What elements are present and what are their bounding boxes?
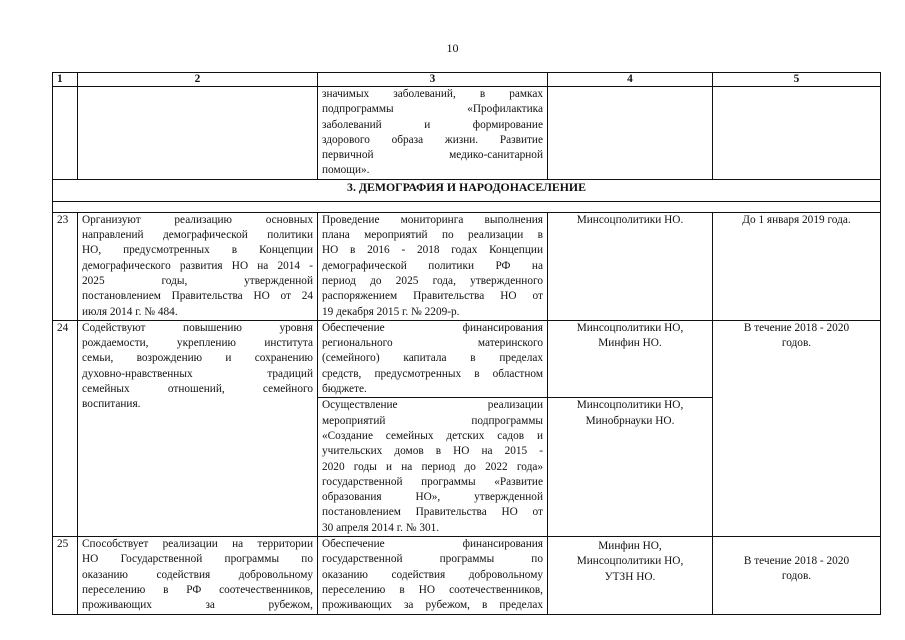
text-line: постановлением Правительства НО от	[322, 506, 543, 519]
text-line: период до 2025 года, утвержденного	[322, 274, 543, 287]
task-cell	[78, 537, 318, 614]
executor-cell	[548, 320, 713, 397]
text-line: Минфин НО,	[598, 540, 662, 553]
continuation-deadline	[713, 87, 881, 180]
continuation-row	[53, 87, 881, 180]
text-line: учительских домов в НО на 2015 -	[322, 445, 543, 458]
text-line: оказанию содействия добровольному	[322, 568, 543, 581]
text-line: воспитания.	[82, 398, 141, 411]
text-line: здорового образа жизни. Развитие	[322, 133, 543, 146]
text-line: Обеспечение финансирования	[322, 321, 543, 334]
deadline-cell	[713, 537, 881, 614]
text-line: рождаемости, укреплению института	[82, 337, 313, 350]
section-gap	[53, 201, 881, 212]
row-number: 24	[53, 320, 78, 536]
text-line: Обеспечение финансирования	[322, 538, 543, 551]
text-line: семейных отношений, семейного	[82, 383, 313, 396]
text-line: переселению в НО соотечественников,	[322, 583, 543, 596]
text-line: бюджете.	[322, 383, 367, 396]
text-line: плана мероприятий по реализации в	[322, 229, 543, 242]
text-line: НО в 2016 - 2018 годах Концепции	[322, 244, 543, 257]
text-line: 30 апреля 2014 г. № 301.	[322, 521, 440, 534]
text-line: июля 2014 г. № 484.	[82, 305, 178, 318]
text-line: Организуют реализацию основных	[82, 213, 313, 226]
text-line: постановлением Правительства НО от 24	[82, 290, 313, 303]
continuation-executor	[548, 87, 713, 180]
section-title: 3. ДЕМОГРАФИЯ И НАРОДОНАСЕЛЕНИЕ	[53, 179, 881, 201]
text-line: помощи».	[322, 164, 370, 177]
section-gap-row	[53, 201, 881, 212]
text-line: Минсоцполитики НО,	[576, 399, 684, 412]
text-line: демографического развития НО на 2014 -	[82, 259, 313, 272]
text-line: значимых заболеваний, в рамках	[322, 88, 543, 100]
text-line: первичной медико-санитарной	[322, 149, 543, 162]
deadline-cell: До 1 января 2019 года.	[713, 212, 881, 320]
text-line: годов.	[781, 337, 812, 350]
text-line: В течение 2018 - 2020	[743, 555, 850, 568]
table-row-23	[53, 212, 881, 320]
text-line: Способствует реализации на территории	[82, 538, 313, 551]
text-line: В течение 2018 - 2020	[743, 321, 850, 334]
text-line: НО Государственной программы по	[82, 553, 313, 566]
deadline-cell	[713, 320, 881, 536]
text-line: годов.	[781, 570, 812, 583]
text-line: регионального материнского	[322, 337, 543, 350]
header-col-5: 5	[713, 73, 881, 87]
text-line: НО, предусмотренных в Концепции	[82, 244, 313, 257]
measure-cell	[318, 537, 548, 614]
text-line: Минсоцполитики НО,	[576, 555, 684, 568]
text-line: Проведение мониторинга выполнения	[322, 213, 543, 226]
text-line: проживающих за рубежом, в пределах	[322, 599, 543, 612]
continuation-num	[53, 87, 78, 180]
section-row	[53, 179, 881, 201]
text-line: заболеваний и формирование	[322, 118, 543, 131]
text-line: (семейного) капитала в пределах	[322, 352, 543, 365]
text-line: 2020 годы и на период до 2022 года»	[322, 460, 543, 473]
text-line: УТЗН НО.	[604, 570, 656, 583]
header-col-3: 3	[318, 73, 548, 87]
text-line: проживающих за рубежом,	[82, 599, 313, 612]
text-line: семьи, возрождению и сохранению	[82, 352, 313, 365]
text-line: 19 декабря 2015 г. № 2209-р.	[322, 305, 460, 318]
continuation-measure	[318, 87, 548, 180]
measure-cell	[318, 398, 548, 537]
text-line: Минсоцполитики НО,	[576, 321, 684, 334]
plan-table	[52, 72, 881, 615]
task-cell	[78, 212, 318, 320]
table-row-24	[53, 320, 881, 397]
text-line: Содействуют повышению уровня	[82, 321, 313, 334]
text-line: образования НО», утвержденной	[322, 491, 543, 504]
text-line: направлений демографической политики	[82, 229, 313, 242]
text-line: подпрограммы «Профилактика	[322, 103, 543, 116]
text-line: мероприятий подпрограммы	[322, 414, 543, 427]
executor-cell: Минсоцполитики НО.	[548, 212, 713, 320]
text-line: Минфин НО.	[598, 337, 662, 350]
task-cell	[78, 320, 318, 536]
text-line: государственной программы «Развитие	[322, 475, 543, 488]
header-col-4: 4	[548, 73, 713, 87]
text-line: Осуществление реализации	[322, 399, 543, 412]
text-line: 2025 годы, утвержденной	[82, 274, 313, 287]
text-line: распоряжением Правительства НО от	[322, 290, 543, 303]
executor-cell	[548, 398, 713, 537]
measure-cell	[318, 212, 548, 320]
header-col-1: 1	[53, 73, 78, 87]
measure-cell	[318, 320, 548, 397]
executor-cell	[548, 537, 713, 614]
text-line: средств, предусмотренных в областном	[322, 367, 543, 380]
text-line: переселению в РФ соотечественников,	[82, 583, 313, 596]
text-line: духовно-нравственных традиций	[82, 367, 313, 380]
text-line: демографической политики РФ на	[322, 259, 543, 272]
header-row	[53, 73, 881, 87]
row-number: 23	[53, 212, 78, 320]
page-number: 10	[446, 41, 459, 55]
table-row-25	[53, 537, 881, 614]
text-line: «Создание семейных детских садов и	[322, 429, 543, 442]
header-col-2: 2	[78, 73, 318, 87]
row-number: 25	[53, 537, 78, 614]
text-line: Минобрнауки НО.	[585, 414, 675, 427]
continuation-task	[78, 87, 318, 180]
text-line: оказанию содействия добровольному	[82, 568, 313, 581]
text-line: государственной программы по	[322, 553, 543, 566]
